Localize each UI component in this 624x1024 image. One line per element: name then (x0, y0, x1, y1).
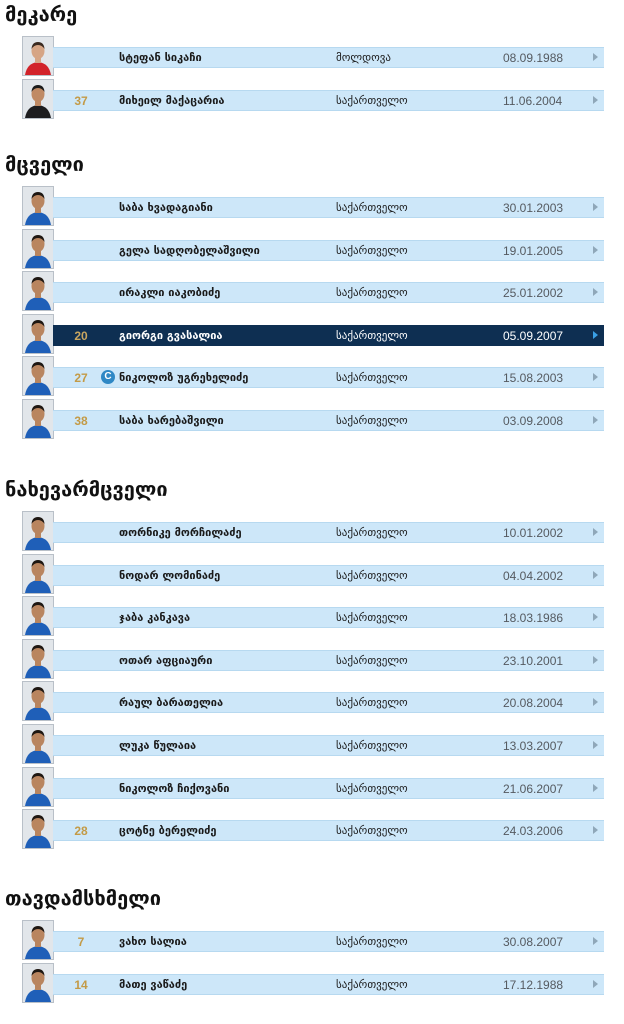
player-photo[interactable] (22, 229, 54, 269)
shirt-number: 27 (74, 371, 88, 385)
player-nationality: საქართველო (336, 201, 408, 214)
player-nationality: საქართველო (336, 935, 408, 948)
player-nationality: საქართველო (336, 782, 408, 795)
player-nationality: საქართველო (336, 569, 408, 582)
player-bar[interactable] (53, 650, 604, 671)
chevron-right-icon[interactable] (593, 741, 598, 749)
player-birthdate: 25.01.2002 (503, 286, 564, 300)
shirt-number: 38 (74, 414, 88, 428)
player-nationality: საქართველო (336, 739, 408, 752)
chevron-right-icon[interactable] (593, 246, 598, 254)
player-name-link[interactable]: სტეფან სიკაჩი (119, 51, 202, 64)
player-bar[interactable] (53, 240, 604, 261)
player-bar[interactable] (53, 90, 604, 111)
player-nationality: საქართველო (336, 654, 408, 667)
player-name-link[interactable]: ნიკოლოზ ჩიქოვანი (119, 782, 230, 795)
player-row[interactable] (22, 809, 604, 851)
player-name-link[interactable]: ნოდარ ლომინაძე (119, 569, 221, 582)
chevron-right-icon[interactable] (593, 53, 598, 61)
chevron-right-icon[interactable] (593, 698, 598, 706)
chevron-right-icon[interactable] (593, 656, 598, 664)
player-nationality: საქართველო (336, 978, 408, 991)
player-birthdate: 18.03.1986 (503, 611, 564, 625)
player-birthdate: 30.08.2007 (503, 935, 564, 949)
player-bar[interactable] (53, 565, 604, 586)
player-birthdate: 13.03.2007 (503, 739, 564, 753)
player-bar[interactable] (53, 607, 604, 628)
player-bar[interactable] (53, 735, 604, 756)
player-bar[interactable] (53, 410, 604, 431)
player-birthdate: 05.09.2007 (503, 329, 564, 343)
player-row[interactable] (22, 399, 604, 441)
player-photo[interactable] (22, 639, 54, 679)
player-birthdate: 08.09.1988 (503, 51, 564, 65)
player-name-link[interactable]: საბა ხვადაგიანი (119, 201, 213, 214)
player-row[interactable] (22, 36, 604, 78)
player-row[interactable] (22, 963, 604, 1005)
player-name-link[interactable]: ცოტნე ბერელიძე (119, 824, 217, 837)
shirt-number: 14 (74, 978, 88, 992)
player-name-link[interactable]: მათე ვაწაძე (119, 978, 188, 991)
player-name-link[interactable]: თორნიკე მორჩილაძე (119, 526, 242, 539)
player-birthdate: 19.01.2005 (503, 244, 564, 258)
player-birthdate: 30.01.2003 (503, 201, 564, 215)
player-row[interactable] (22, 356, 604, 398)
player-photo[interactable] (22, 963, 54, 1003)
player-row[interactable] (22, 724, 604, 766)
chevron-right-icon[interactable] (593, 784, 598, 792)
player-row[interactable] (22, 511, 604, 553)
player-photo[interactable] (22, 186, 54, 226)
player-birthdate: 10.01.2002 (503, 526, 564, 540)
player-row[interactable] (22, 79, 604, 121)
player-bar[interactable] (53, 282, 604, 303)
shirt-number: 37 (74, 94, 88, 108)
player-photo[interactable] (22, 920, 54, 960)
chevron-right-icon[interactable] (593, 613, 598, 621)
player-photo[interactable] (22, 809, 54, 849)
player-nationality: საქართველო (336, 371, 408, 384)
player-birthdate: 20.08.2004 (503, 696, 564, 710)
chevron-right-icon[interactable] (593, 826, 598, 834)
chevron-right-icon[interactable] (593, 96, 598, 104)
section-title: თავდამსხმელი (5, 886, 161, 910)
player-photo[interactable] (22, 554, 54, 594)
player-photo[interactable] (22, 511, 54, 551)
player-birthdate: 11.06.2004 (503, 94, 563, 108)
player-photo[interactable] (22, 399, 54, 439)
player-row[interactable] (22, 639, 604, 681)
player-birthdate: 15.08.2003 (503, 371, 564, 385)
player-photo[interactable] (22, 596, 54, 636)
player-nationality: მოლდოვა (336, 51, 391, 64)
player-nationality: საქართველო (336, 414, 408, 427)
player-birthdate: 24.03.2006 (503, 824, 564, 838)
player-name-link[interactable]: გელა სადღობელაშვილი (119, 244, 260, 257)
shirt-number: 7 (77, 935, 85, 949)
player-bar[interactable] (53, 820, 604, 841)
player-row[interactable] (22, 554, 604, 596)
section-title: მცველი (5, 152, 84, 176)
player-nationality: საქართველო (336, 94, 408, 107)
player-bar[interactable] (53, 197, 604, 218)
player-photo[interactable] (22, 36, 54, 76)
player-row[interactable] (22, 229, 604, 271)
player-photo[interactable] (22, 79, 54, 119)
player-name-link[interactable]: ნიკოლოზ უგრეხელიძე (119, 371, 249, 384)
player-name-link[interactable]: ოთარ აფციაური (119, 654, 213, 667)
player-birthdate: 03.09.2008 (503, 414, 564, 428)
player-bar[interactable] (53, 325, 604, 346)
player-row[interactable] (22, 920, 604, 962)
player-row[interactable] (22, 186, 604, 228)
chevron-right-icon[interactable] (593, 416, 598, 424)
captain-badge-icon: C (101, 370, 115, 384)
chevron-right-icon[interactable] (593, 331, 598, 339)
section-title: მეკარე (5, 2, 78, 26)
player-bar[interactable] (53, 692, 604, 713)
player-nationality: საქართველო (336, 611, 408, 624)
player-nationality: საქართველო (336, 329, 408, 342)
player-photo[interactable] (22, 356, 54, 396)
player-photo[interactable] (22, 314, 54, 354)
player-birthdate: 23.10.2001 (503, 654, 564, 668)
player-nationality: საქართველო (336, 244, 408, 257)
player-row[interactable] (22, 271, 604, 313)
chevron-right-icon[interactable] (593, 288, 598, 296)
chevron-right-icon[interactable] (593, 980, 598, 988)
player-bar[interactable] (53, 367, 604, 388)
player-name-link[interactable]: ლუკა წულაია (119, 739, 197, 752)
player-birthdate: 04.04.2002 (503, 569, 564, 583)
player-birthdate: 17.12.1988 (503, 978, 564, 992)
player-birthdate: 21.06.2007 (503, 782, 564, 796)
player-photo[interactable] (22, 271, 54, 311)
player-row[interactable] (22, 767, 604, 809)
player-row[interactable] (22, 681, 604, 723)
chevron-right-icon[interactable] (593, 571, 598, 579)
player-name-link[interactable]: რაულ ბარათელია (119, 696, 224, 709)
player-bar[interactable] (53, 47, 604, 68)
player-nationality: საქართველო (336, 526, 408, 539)
player-name-link[interactable]: ვახო სალია (119, 935, 187, 948)
chevron-right-icon[interactable] (593, 528, 598, 536)
player-name-link[interactable]: საბა ხარებაშვილი (119, 414, 224, 427)
chevron-right-icon[interactable] (593, 373, 598, 381)
chevron-right-icon[interactable] (593, 937, 598, 945)
player-bar[interactable] (53, 778, 604, 799)
player-nationality: საქართველო (336, 286, 408, 299)
player-name-link[interactable]: გიორგი გვასალია (119, 329, 223, 342)
section-title: ნახევარმცველი (5, 477, 168, 501)
player-row[interactable] (22, 596, 604, 638)
player-nationality: საქართველო (336, 696, 408, 709)
player-photo[interactable] (22, 681, 54, 721)
player-name-link[interactable]: ჯაბა კანკავა (119, 611, 191, 624)
player-bar[interactable] (53, 522, 604, 543)
player-name-link[interactable]: ირაკლი იაკობიძე (119, 286, 221, 299)
shirt-number: 28 (74, 824, 88, 838)
player-photo[interactable] (22, 767, 54, 807)
player-photo[interactable] (22, 724, 54, 764)
shirt-number: 20 (74, 329, 88, 343)
player-bar[interactable] (53, 974, 604, 995)
chevron-right-icon[interactable] (593, 203, 598, 211)
player-nationality: საქართველო (336, 824, 408, 837)
player-bar[interactable] (53, 931, 604, 952)
player-row[interactable] (22, 314, 604, 356)
player-name-link[interactable]: მიხეილ მაქაცარია (119, 94, 225, 107)
